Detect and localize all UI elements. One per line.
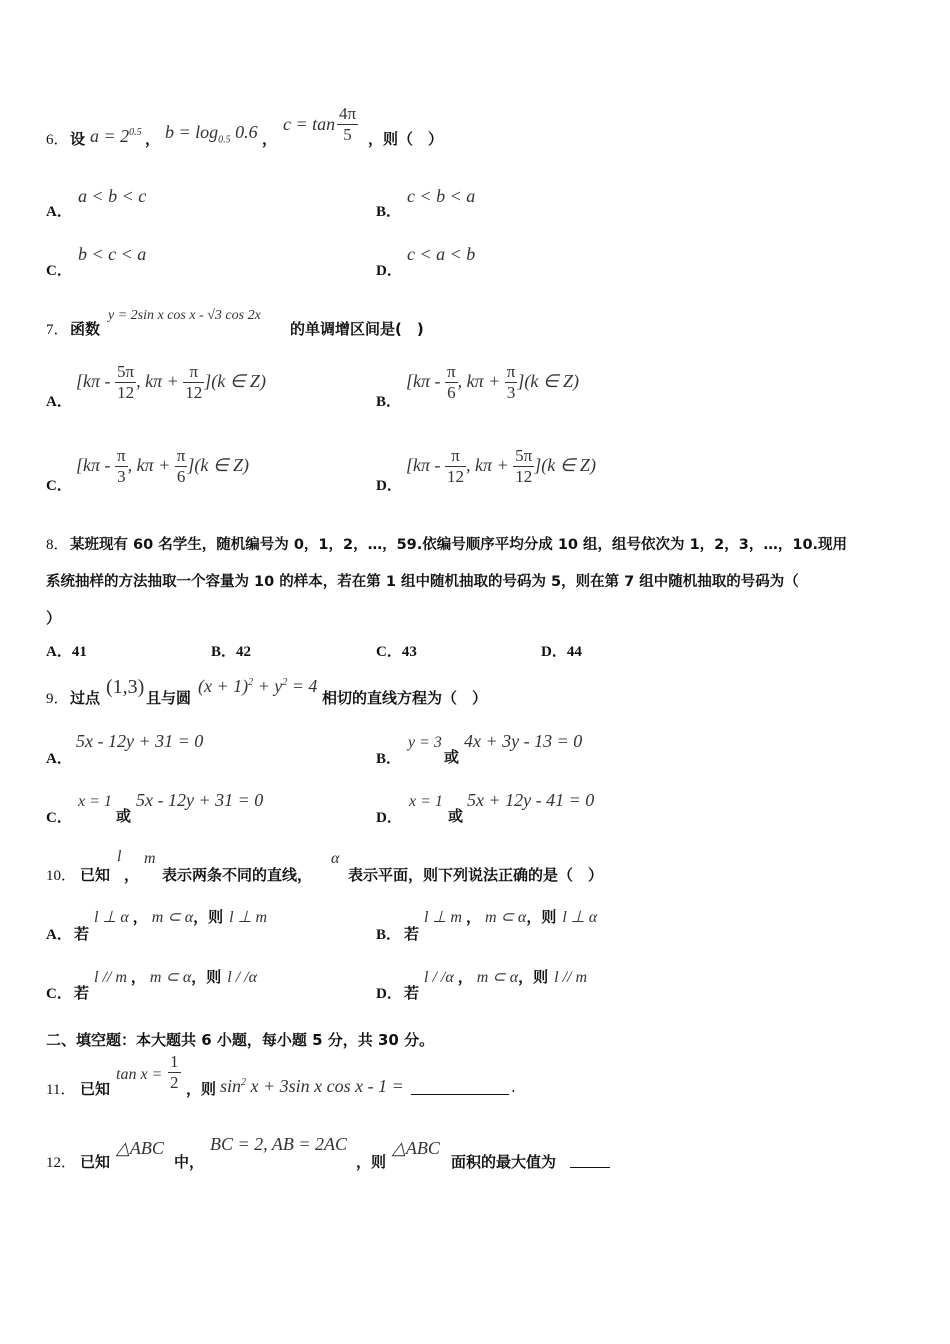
- q6-option-d[interactable]: c < a < b: [407, 244, 476, 264]
- q6-option-c[interactable]: b < c < a: [78, 244, 147, 264]
- q7-option-b[interactable]: [kπ - $\frac{\pi}{6}$ , kπ + $\frac{\pi}{3}$ ](k ∈ Z): [406, 362, 580, 402]
- q8-number: 8．: [46, 537, 69, 553]
- q10-lead: 已知: [80, 866, 111, 884]
- q6-c-expr: c = tan: [283, 114, 336, 134]
- q6-b-expr: $b = \log_{0.5} 0.6$: [165, 122, 258, 146]
- q12-triangle-2: △ABC: [392, 1138, 440, 1158]
- q11-answer-blank[interactable]: [411, 1080, 509, 1095]
- q9-point: (1,3): [106, 676, 145, 698]
- q11-lead: 已知: [80, 1080, 111, 1098]
- q9-option-c-2[interactable]: 5x - 12y + 31 = 0: [136, 790, 264, 810]
- section-2-title: 二、填空题：本大题共 6 小题，每小题 5 分，共 30 分。: [46, 1031, 435, 1049]
- q10-option-d[interactable]: l / /α ， m ⊂ α，则 l // m: [424, 968, 588, 986]
- q8-option-c[interactable]: C．43: [376, 644, 417, 660]
- q12-lead: 已知: [80, 1153, 111, 1171]
- q8-line-1: 某班现有 60 名学生，随机编号为 0，1，2，…，59.依编号顺序平均分成 10 组，组号依次为 1，2，3，…，10.现用: [70, 537, 848, 553]
- q7-option-a[interactable]: [kπ - $\frac{5\pi}{12}$ , kπ + $\frac{\pi}{12}$ ](k ∈ Z): [76, 362, 266, 402]
- q10-option-b[interactable]: l ⊥ m ， m ⊂ α，则 l ⊥ α: [424, 908, 598, 926]
- q12-condition: BC = 2, AB = 2AC: [210, 1134, 347, 1154]
- q9-option-b-2[interactable]: 4x + 3y - 13 = 0: [464, 731, 583, 751]
- q10-number: 10．: [46, 868, 77, 884]
- q12-answer-blank[interactable]: [570, 1153, 610, 1168]
- q10-tail: 表示平面，则下列说法正确的是（ ）: [348, 866, 604, 884]
- q8-option-b[interactable]: B．42: [211, 644, 252, 660]
- q11-tan: tan x =: [116, 1066, 163, 1083]
- q11-fraction: $\frac{1}{2}$: [170, 1052, 179, 1092]
- q7-option-c[interactable]: [kπ - $\frac{\pi}{3}$ , kπ + $\frac{\pi}{6}$ ](k ∈ Z): [76, 446, 250, 486]
- q9-circle: $(x + 1)^2 + y^2 = 4$: [198, 676, 318, 696]
- q9-option-a[interactable]: 5x - 12y + 31 = 0: [76, 731, 204, 751]
- q6-number: 6．: [46, 132, 69, 148]
- q7-option-d[interactable]: [kπ - $\frac{\pi}{12}$ , kπ + $\frac{5\pi}{12}$ ](k ∈ Z): [406, 446, 596, 486]
- q8-line-3: ）: [46, 609, 62, 627]
- q12-triangle: △ABC: [116, 1138, 164, 1158]
- q10-option-a[interactable]: l ⊥ α ， m ⊂ α，则 l ⊥ m: [94, 908, 268, 926]
- q6-a-expr: $a = 2^{0.5}$: [90, 126, 142, 146]
- q8-option-a[interactable]: A．41: [46, 644, 87, 660]
- q8-option-d[interactable]: D．44: [541, 644, 582, 660]
- q9-lead: 过点: [70, 689, 101, 707]
- q9-option-b-1[interactable]: y = 3: [408, 734, 442, 751]
- q9-option-c-1[interactable]: x = 1: [78, 793, 112, 810]
- q9-option-d-1[interactable]: x = 1: [409, 793, 443, 810]
- q11-expression: $\sin^2 x + 3\sin$ x cos x - 1 =: [220, 1076, 404, 1096]
- q6-option-b[interactable]: c < b < a: [407, 186, 476, 206]
- q7-tail: 的单调增区间是( ): [290, 320, 424, 338]
- q12-number: 12．: [46, 1155, 77, 1171]
- q9-number: 9．: [46, 691, 69, 707]
- q6-tail: ，则（ ）: [368, 130, 444, 148]
- q6-lead: 设: [70, 130, 86, 148]
- q6-option-a[interactable]: a < b < c: [78, 186, 147, 206]
- q6-c-fraction: $\frac{4\pi}{5}$: [339, 104, 357, 144]
- q9-tail: 相切的直线方程为（ ）: [322, 689, 488, 707]
- q9-option-d-2[interactable]: 5x + 12y - 41 = 0: [467, 790, 595, 810]
- q11-number: 11．: [46, 1082, 76, 1098]
- q8-line-2: 系统抽样的方法抽取一个容量为 10 的样本，若在第 1 组中随机抽取的号码为 5，则在第 7 组中随机抽取的号码为（: [46, 574, 799, 590]
- q7-lead: 函数: [70, 320, 101, 338]
- q7-number: 7．: [46, 322, 69, 338]
- q10-option-c[interactable]: l // m ， m ⊂ α，则 l / /α: [94, 968, 258, 986]
- q12-tail: 面积的最大值为: [451, 1153, 557, 1171]
- q7-function: y = 2sin x cos x - √3 cos 2x: [108, 308, 261, 323]
